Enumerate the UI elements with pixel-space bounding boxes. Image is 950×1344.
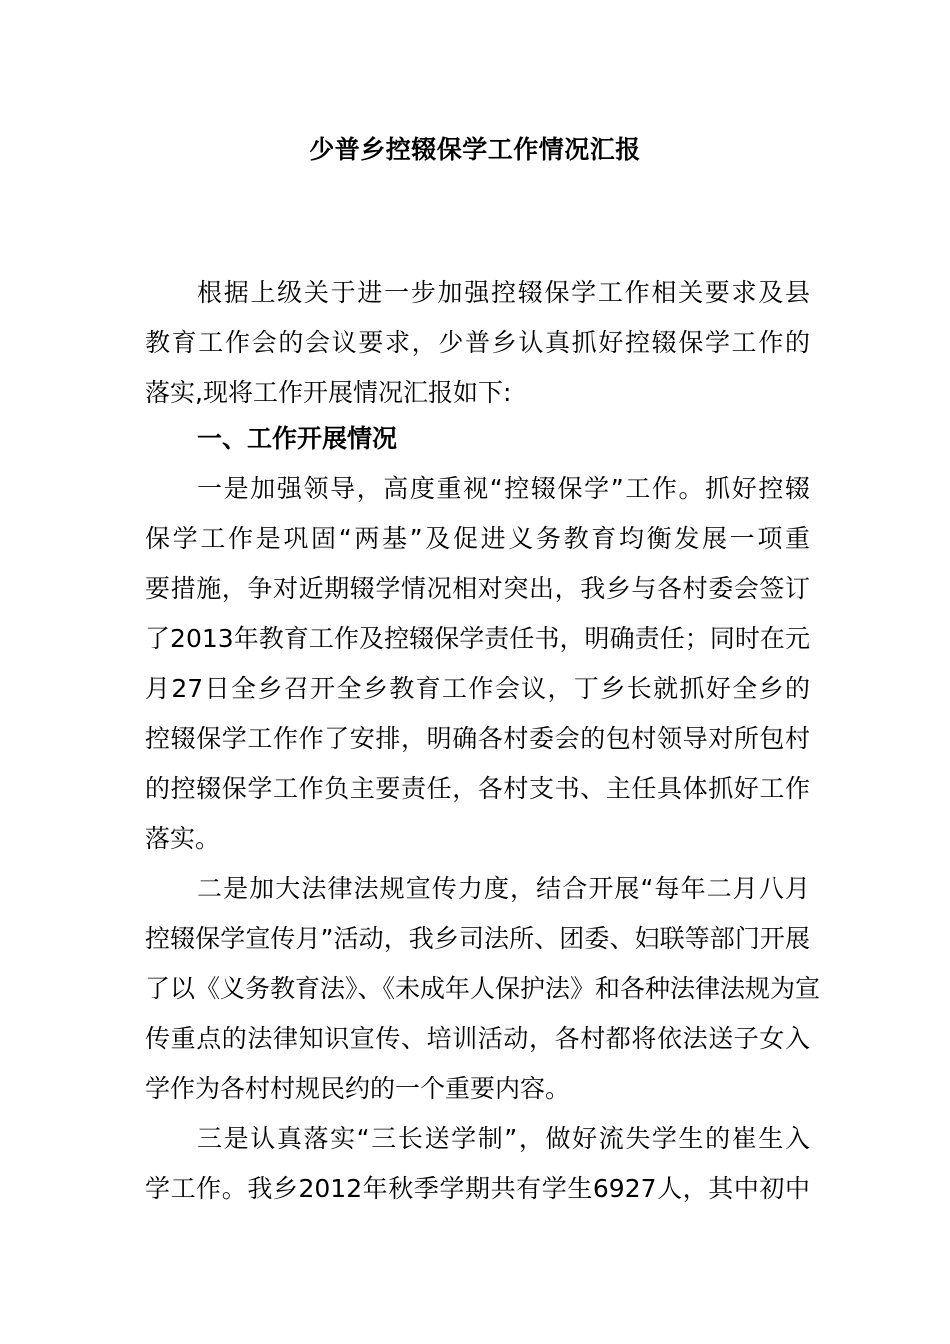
intro-line-3: 落实,现将工作开展情况汇报如下:	[145, 378, 512, 407]
para-1-line-7: 的控辍保学工作负主要责任，各村支书、主任具体抓好工作	[145, 774, 810, 803]
para-1-line-6: 控辍保学工作作了安排，明确各村委会的包村领导对所包村	[145, 724, 810, 753]
para-1-line-2: 保学工作是巩固“两基”及促进义务教育均衡发展一项重	[145, 524, 810, 553]
intro-line-2: 教育工作会的会议要求，少普乡认真抓好控辍保学工作的	[145, 328, 810, 357]
section-1-heading: 一、工作开展情况	[197, 424, 398, 453]
para-3-line-2: 学工作。我乡2012年秋季学期共有学生6927人，其中初中	[145, 1174, 810, 1203]
para-1-line-1: 一是加强领导，高度重视“控辍保学”工作。抓好控辍	[197, 474, 810, 503]
para-1-line-4: 了2013年教育工作及控辍保学责任书，明确责任；同时在元	[145, 624, 810, 653]
intro-line-1: 根据上级关于进一步加强控辍保学工作相关要求及县	[197, 278, 810, 307]
para-2-line-2: 控辍保学宣传月”活动，我乡司法所、团委、妇联等部门开展	[145, 924, 810, 953]
section-1	[145, 414, 821, 1214]
para-2-line-3: 了以《义务教育法》、《未成年人保护法》和各种法律法规为宣	[145, 974, 821, 1003]
para-1-line-5: 月27日全乡召开全乡教育工作会议，丁乡长就抓好全乡的	[145, 674, 810, 703]
para-1-line-3: 要措施，争对近期辍学情况相对突出，我乡与各村委会签订	[145, 574, 810, 603]
para-2-line-4: 传重点的法律知识宣传、培训活动，各村都将依法送子女入	[145, 1024, 810, 1053]
para-2-line-1: 二是加大法律法规宣传力度，结合开展“每年二月八月	[197, 874, 810, 903]
para-3-line-1: 三是认真落实“三长送学制”，做好流失学生的崔生入	[197, 1124, 810, 1153]
para-1-line-8: 落实。	[145, 824, 221, 853]
document-title: 少普乡控辍保学工作情况汇报	[309, 135, 641, 164]
intro-paragraph	[145, 268, 810, 418]
para-2-line-5: 学作为各村村规民约的一个重要内容。	[145, 1074, 571, 1103]
